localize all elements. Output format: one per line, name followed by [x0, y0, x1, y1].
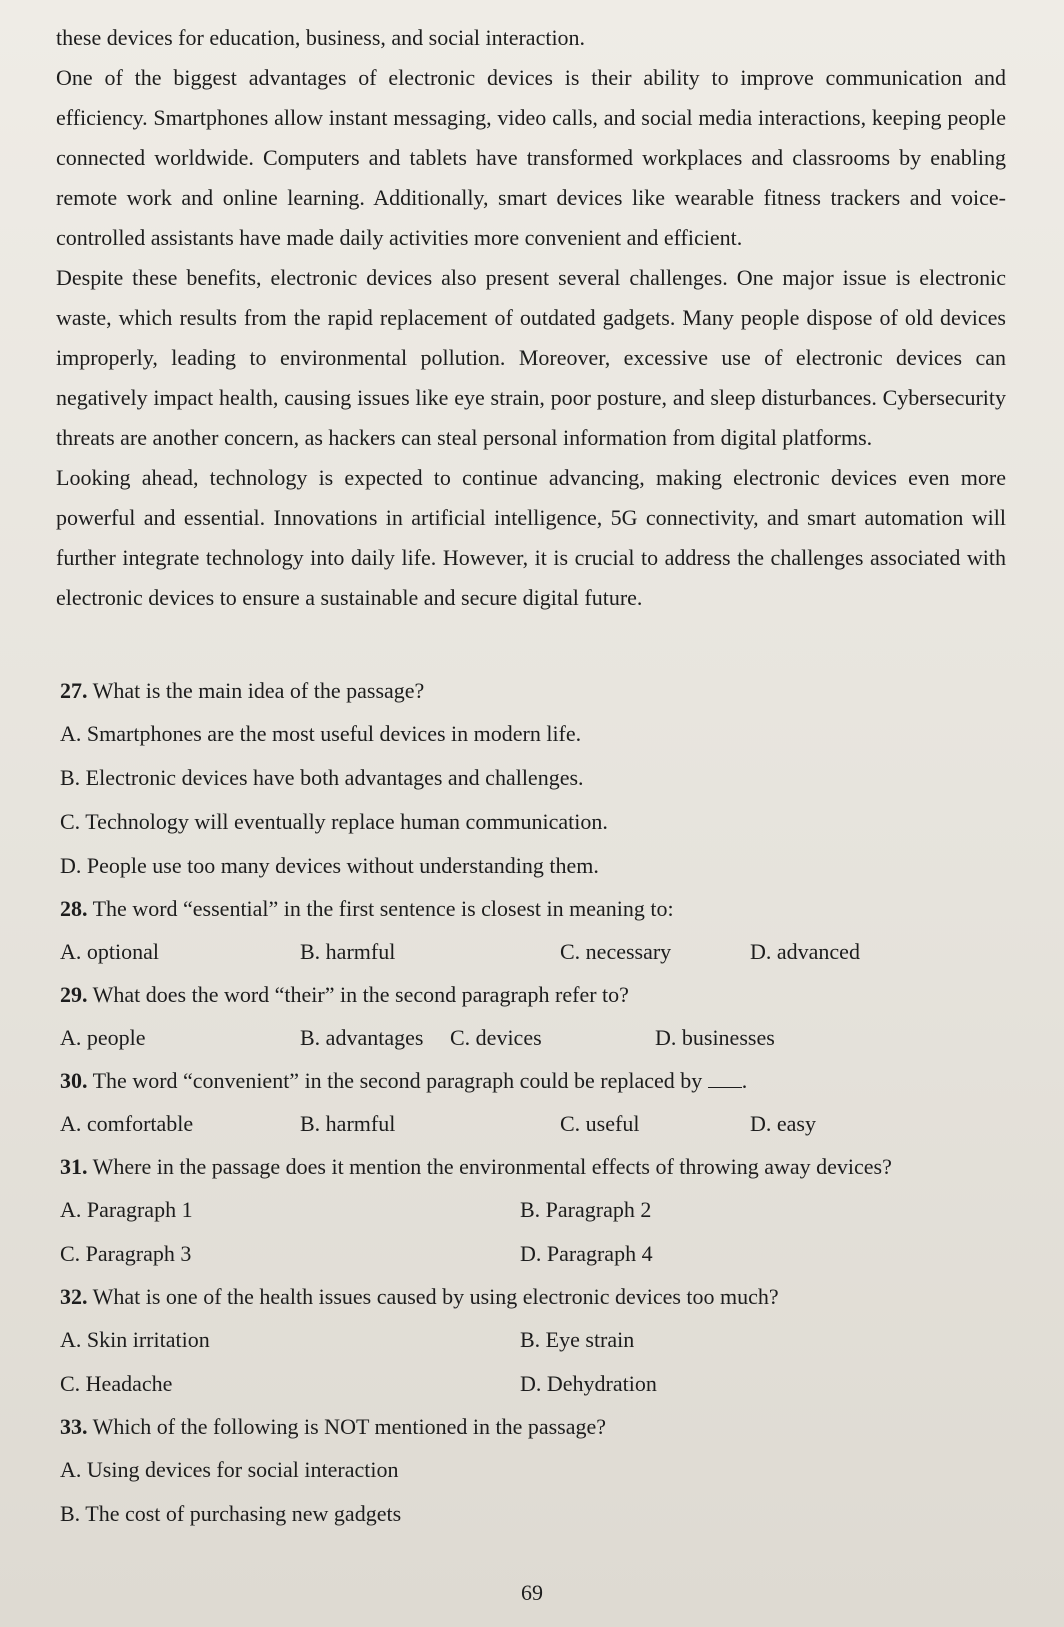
option-d[interactable]: D. Paragraph 4 — [520, 1241, 653, 1266]
question-stem: 32. What is one of the health issues caused by using electronic devices too much? — [60, 1284, 779, 1309]
option-b[interactable]: B. The cost of purchasing new gadgets — [60, 1501, 402, 1526]
option-a[interactable]: A. people — [60, 1025, 146, 1050]
question-30 — [60, 1060, 1020, 1146]
option-c[interactable]: C. necessary — [560, 939, 672, 964]
option-d[interactable]: D. advanced — [750, 939, 860, 964]
option-c[interactable]: C. Paragraph 3 — [60, 1241, 192, 1266]
question-stem: 29. What does the word “their” in the second paragraph refer to? — [60, 982, 629, 1007]
option-a[interactable]: A. Paragraph 1 — [60, 1197, 193, 1222]
question-33 — [60, 1406, 1020, 1536]
option-b[interactable]: B. harmful — [300, 1111, 396, 1136]
option-a[interactable]: A. Skin irritation — [60, 1327, 210, 1352]
question-29 — [60, 974, 1020, 1060]
option-b[interactable]: B. Paragraph 2 — [520, 1197, 652, 1222]
passage-paragraph-2: One of the biggest advantages of electronic devices is their ability to improve communication and efficiency. Smartphones allow instant messaging, video calls, and social media interactions, keeping people connected worldwide. Computers and tablets have transformed workplaces and classrooms by enabling remote work and online learning. Additionally, smart devices like wearable fitness trackers and voice-controlled assistants have made daily activities more convenient and efficient. — [56, 65, 1006, 250]
option-a[interactable]: A. comfortable — [60, 1111, 194, 1136]
option-b[interactable]: B. Eye strain — [520, 1327, 635, 1352]
question-stem: 27. What is the main idea of the passage? — [60, 678, 425, 703]
option-a[interactable]: A. optional — [60, 939, 159, 964]
option-d[interactable]: D. easy — [750, 1111, 816, 1136]
question-32 — [60, 1276, 1020, 1406]
answer-blank — [708, 1069, 742, 1088]
option-d[interactable]: D. Dehydration — [520, 1371, 657, 1396]
question-stem: 28. The word “essential” in the first sentence is closest in meaning to: — [60, 896, 674, 921]
page-number: 69 — [521, 1580, 543, 1605]
option-a[interactable]: A. Smartphones are the most useful devices in modern life. — [60, 721, 582, 746]
option-d[interactable]: D. businesses — [655, 1025, 775, 1050]
option-b[interactable]: B. advantages — [300, 1025, 424, 1050]
question-list — [60, 670, 1020, 1536]
passage-paragraph-3: Despite these benefits, electronic devices also present several challenges. One major issue is electronic waste, which results from the rapid replacement of outdated gadgets. Many people dispose of old devices improperly, leading to environmental pollution. Moreover, excessive use of electronic devices can negatively impact health, causing issues like eye strain, poor posture, and sleep disturbances. Cybersecurity threats are another concern, as hackers can steal personal information from digital platforms. — [56, 265, 1006, 450]
passage-fragment: these devices for education, business, and social interaction. — [56, 25, 586, 50]
option-c[interactable]: C. useful — [560, 1111, 640, 1136]
option-c[interactable]: C. Technology will eventually replace human communication. — [60, 809, 608, 834]
option-b[interactable]: B. harmful — [300, 939, 396, 964]
passage-paragraph-4: Looking ahead, technology is expected to continue advancing, making electronic devices even more powerful and essential. Innovations in artificial intelligence, 5G connectivity, and smart automation will further integrate technology into daily life. However, it is crucial to address the challenges associated with electronic devices to ensure a sustainable and secure digital future. — [56, 465, 1006, 610]
question-stem: 31. Where in the passage does it mention the environmental effects of throwing away devices? — [60, 1154, 892, 1179]
question-stem: 33. Which of the following is NOT mentioned in the passage? — [60, 1414, 607, 1439]
option-d[interactable]: D. People use too many devices without understanding them. — [60, 853, 599, 878]
question-stem: 30. The word “convenient” in the second paragraph could be replaced by . — [60, 1068, 748, 1093]
option-c[interactable]: C. devices — [450, 1025, 542, 1050]
option-b[interactable]: B. Electronic devices have both advantages and challenges. — [60, 765, 584, 790]
question-31 — [60, 1146, 1020, 1276]
question-27 — [60, 670, 1020, 888]
option-c[interactable]: C. Headache — [60, 1371, 173, 1396]
question-28 — [60, 888, 1020, 974]
option-a[interactable]: A. Using devices for social interaction — [60, 1457, 399, 1482]
reading-passage — [56, 18, 1006, 618]
